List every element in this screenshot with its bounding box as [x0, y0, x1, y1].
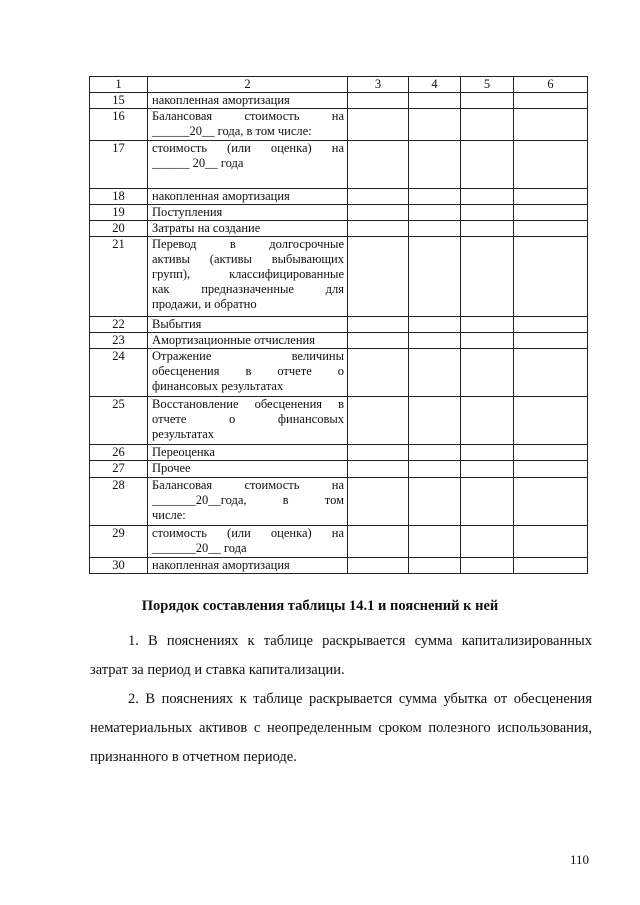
value-cell — [461, 317, 514, 333]
row-label-line: продажи, и обратно — [152, 297, 257, 311]
value-cell — [348, 478, 409, 526]
value-cell — [461, 109, 514, 141]
row-label-line: Выбытия — [152, 317, 202, 331]
column-header: 4 — [409, 77, 461, 93]
row-label-line: Перевод в долгосрочные — [152, 237, 344, 251]
table-row — [90, 141, 588, 189]
row-number: 21 — [90, 237, 148, 317]
value-cell — [514, 221, 588, 237]
row-label — [148, 397, 348, 445]
value-cell — [461, 461, 514, 478]
table-row — [90, 397, 588, 445]
value-cell — [409, 317, 461, 333]
value-cell — [348, 461, 409, 478]
value-cell — [348, 93, 409, 109]
value-cell — [514, 333, 588, 349]
row-label — [148, 349, 348, 397]
value-cell — [461, 397, 514, 445]
value-cell — [348, 221, 409, 237]
row-label — [148, 189, 348, 205]
row-number: 23 — [90, 333, 148, 349]
value-cell — [409, 237, 461, 317]
row-number: 30 — [90, 558, 148, 574]
value-cell — [461, 141, 514, 189]
value-cell — [514, 558, 588, 574]
row-label-line: Амортизационные отчисления — [152, 333, 315, 347]
row-label-line: Балансовая стоимость на — [152, 478, 344, 492]
row-label — [148, 478, 348, 526]
row-label-line: Затраты на создание — [152, 221, 261, 235]
table-row — [90, 237, 588, 317]
value-cell — [461, 221, 514, 237]
value-cell — [409, 461, 461, 478]
row-label-line: обесценения в отчете о — [152, 364, 344, 378]
table-row — [90, 109, 588, 141]
row-label-line: Восстановление обесценения в — [152, 397, 344, 411]
value-cell — [348, 237, 409, 317]
row-label — [148, 205, 348, 221]
row-number: 18 — [90, 189, 148, 205]
value-cell — [348, 526, 409, 558]
value-cell — [348, 333, 409, 349]
row-label — [148, 221, 348, 237]
row-label — [148, 317, 348, 333]
table-row — [90, 445, 588, 461]
table-row — [90, 93, 588, 109]
value-cell — [348, 558, 409, 574]
row-number: 22 — [90, 317, 148, 333]
value-cell — [409, 478, 461, 526]
table-row — [90, 526, 588, 558]
row-label-line: как предназначенные для — [152, 282, 344, 296]
row-label-line: Прочее — [152, 461, 191, 475]
value-cell — [348, 109, 409, 141]
section-heading: Порядок составления таблицы 14.1 и пояснений к ней — [141, 598, 499, 614]
value-cell — [461, 93, 514, 109]
row-label-line: числе: — [152, 508, 186, 522]
row-number: 27 — [90, 461, 148, 478]
value-cell — [514, 349, 588, 397]
table-row — [90, 221, 588, 237]
paragraph-1 — [90, 627, 592, 685]
row-label-line: стоимость (или оценка) на — [152, 141, 344, 155]
value-cell — [461, 445, 514, 461]
row-label — [148, 526, 348, 558]
value-cell — [514, 141, 588, 189]
row-label-line: накопленная амортизация — [152, 189, 290, 203]
row-label-line: ______ 20__ года — [152, 156, 244, 170]
row-number: 15 — [90, 93, 148, 109]
row-label-line: ______20__ года, в том числе: — [152, 124, 312, 138]
value-cell — [409, 397, 461, 445]
row-label — [148, 461, 348, 478]
row-label — [148, 237, 348, 317]
value-cell — [409, 189, 461, 205]
row-label-line: накопленная амортизация — [152, 558, 290, 572]
value-cell — [409, 109, 461, 141]
row-label-line: _______20__ года — [152, 541, 247, 555]
value-cell — [409, 93, 461, 109]
table-row — [90, 461, 588, 478]
value-cell — [409, 141, 461, 189]
value-cell — [461, 333, 514, 349]
row-label-line: финансовых результатах — [152, 379, 284, 393]
row-number: 17 — [90, 141, 148, 189]
row-label-line: Балансовая стоимость на — [152, 109, 344, 123]
row-label — [148, 445, 348, 461]
row-number: 25 — [90, 397, 148, 445]
paragraph-2 — [90, 685, 592, 772]
column-header: 2 — [148, 77, 348, 93]
row-number: 20 — [90, 221, 148, 237]
row-label-line: Поступления — [152, 205, 223, 219]
value-cell — [514, 237, 588, 317]
table-row — [90, 189, 588, 205]
row-number: 16 — [90, 109, 148, 141]
value-cell — [409, 526, 461, 558]
value-cell — [409, 205, 461, 221]
column-header: 3 — [348, 77, 409, 93]
table-row — [90, 317, 588, 333]
paragraph-1-text: 1. В пояснениях к таблице раскрывается сумма капитализированных затрат за период и ставка капитализации. — [90, 633, 592, 678]
value-cell — [409, 349, 461, 397]
value-cell — [348, 141, 409, 189]
value-cell — [461, 526, 514, 558]
value-cell — [348, 189, 409, 205]
value-cell — [514, 526, 588, 558]
value-cell — [514, 93, 588, 109]
value-cell — [409, 333, 461, 349]
table-row — [90, 478, 588, 526]
row-label-line: групп), классифицированные — [152, 267, 344, 281]
table-row — [90, 349, 588, 397]
value-cell — [409, 221, 461, 237]
value-cell — [461, 478, 514, 526]
asset-movement-table — [89, 76, 588, 574]
value-cell — [409, 445, 461, 461]
row-label-line: отчете о финансовых — [152, 412, 344, 426]
value-cell — [461, 205, 514, 221]
value-cell — [348, 445, 409, 461]
row-label — [148, 109, 348, 141]
row-number: 26 — [90, 445, 148, 461]
row-label-line: результатах — [152, 427, 215, 441]
paragraph-2-text: 2. В пояснениях к таблице раскрывается сумма убытка от обесценения нематериальных активов с неопределенным сроком полезного использования, признанного в отчетном периоде. — [90, 691, 592, 765]
row-label-line: стоимость (или оценка) на — [152, 526, 344, 540]
row-number: 19 — [90, 205, 148, 221]
value-cell — [348, 349, 409, 397]
row-number: 24 — [90, 349, 148, 397]
value-cell — [514, 478, 588, 526]
value-cell — [514, 461, 588, 478]
value-cell — [514, 205, 588, 221]
column-header: 1 — [90, 77, 148, 93]
row-number: 28 — [90, 478, 148, 526]
value-cell — [461, 237, 514, 317]
page-number: 110 — [570, 852, 590, 867]
table-row — [90, 333, 588, 349]
value-cell — [514, 445, 588, 461]
value-cell — [348, 205, 409, 221]
row-label — [148, 93, 348, 109]
table-row — [90, 205, 588, 221]
value-cell — [409, 558, 461, 574]
value-cell — [514, 317, 588, 333]
row-number: 29 — [90, 526, 148, 558]
value-cell — [348, 317, 409, 333]
row-label-line: Отражение величины — [152, 349, 344, 363]
row-label — [148, 141, 348, 189]
row-label — [148, 558, 348, 574]
column-header: 6 — [514, 77, 588, 93]
value-cell — [514, 189, 588, 205]
row-label-line: активы (активы выбывающих — [152, 252, 344, 266]
table-row — [90, 558, 588, 574]
column-header: 5 — [461, 77, 514, 93]
row-label-line: _______20__года, в том — [152, 493, 344, 507]
value-cell — [348, 397, 409, 445]
row-label-line: накопленная амортизация — [152, 93, 290, 107]
value-cell — [514, 109, 588, 141]
value-cell — [461, 558, 514, 574]
value-cell — [461, 189, 514, 205]
row-label-line: Переоценка — [152, 445, 215, 459]
value-cell — [514, 397, 588, 445]
value-cell — [461, 349, 514, 397]
table-header-row — [90, 77, 588, 93]
row-label — [148, 333, 348, 349]
